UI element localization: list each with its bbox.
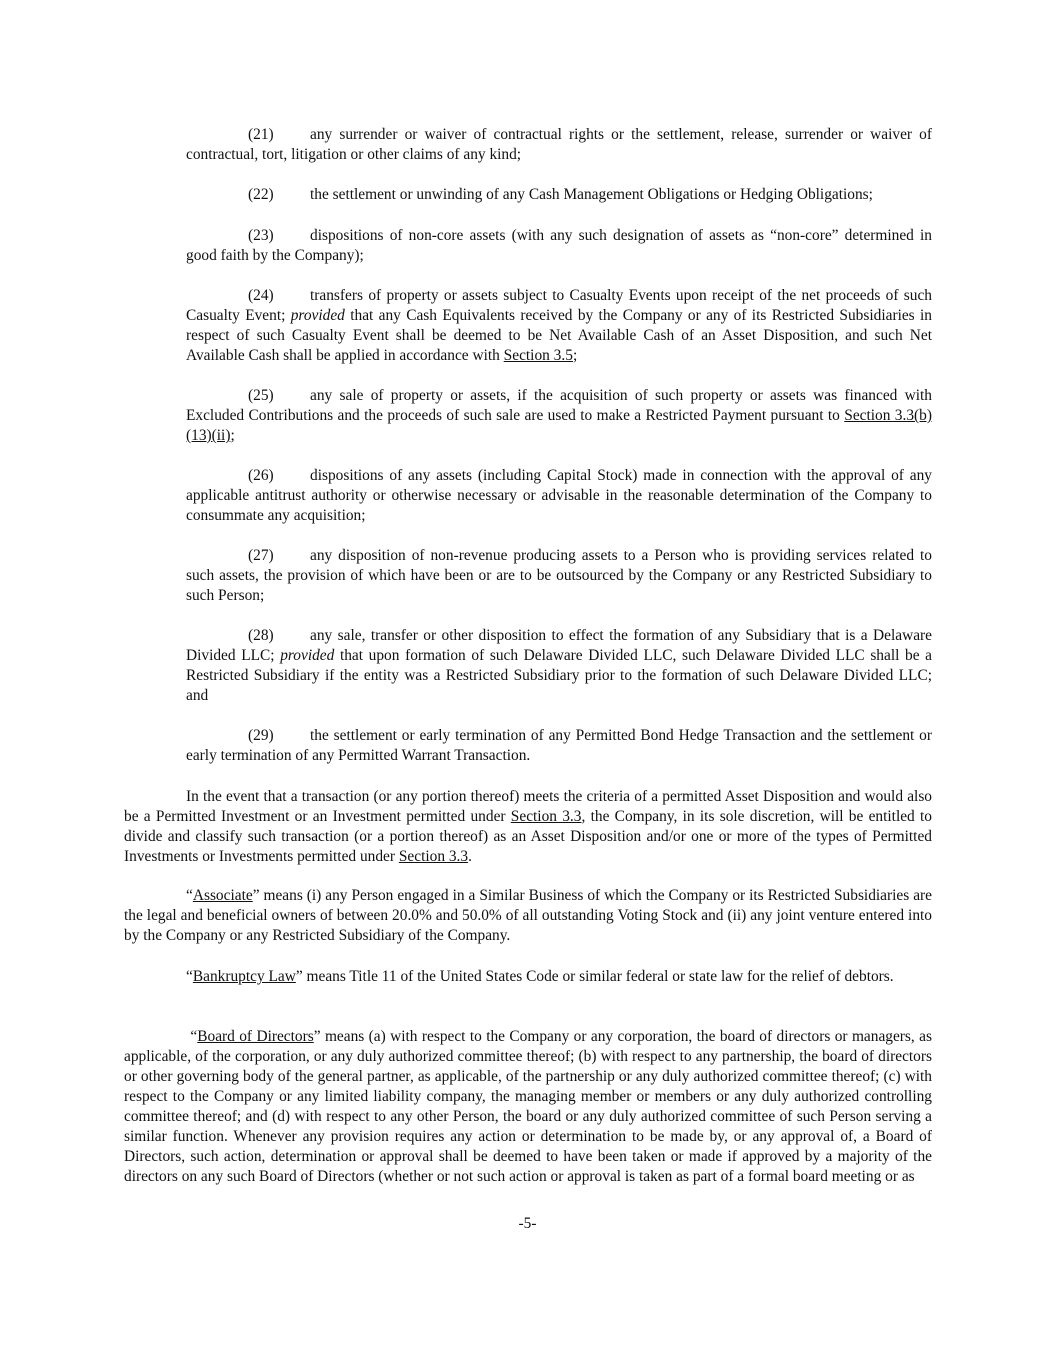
- clause-27: [186, 546, 932, 606]
- clause-number: (26): [248, 467, 274, 484]
- clause-28: [186, 626, 932, 706]
- section-3-3-link[interactable]: Section 3.3: [510, 808, 582, 825]
- clause-number: (29): [248, 727, 274, 744]
- clause-29: [186, 726, 932, 766]
- clause-text: any sale, transfer or other disposition to effect the formation of any Subsidiary that is a Delaware Divided LLC;: [186, 627, 932, 664]
- defined-term-bankruptcy-law: Bankruptcy Law: [192, 968, 296, 985]
- page-number: -5-: [518, 1215, 537, 1232]
- clause-21: [186, 125, 932, 165]
- clause-23: [186, 226, 932, 266]
- para-text: .: [468, 848, 472, 865]
- clause-text: that upon formation of such Delaware Divided LLC, such Delaware Divided LLC shall be a Restricted Subsidiary if the entity was a Restricted Subsidiary prior to the formation of such Delaware Divided LLC; and: [186, 647, 932, 704]
- definition-text: ” means Title 11 of the United States Code or similar federal or state law for the relief of debtors.: [295, 968, 894, 985]
- clause-number: (21): [248, 126, 274, 143]
- defined-term-board-of-directors: Board of Directors: [197, 1028, 314, 1045]
- definition-associate: [124, 886, 932, 946]
- para-text: , the Company, in its sole discretion, will be entitled to divide and classify such transaction (or a portion thereof) as an Asset Disposition and/or one or more of the types of Permitted Investments or Investments permitted under: [124, 808, 932, 865]
- defined-term-associate: Associate: [192, 887, 253, 904]
- clause-punct: ;: [230, 427, 235, 444]
- clause-24: [186, 286, 932, 366]
- definition-board-of-directors: [124, 1027, 932, 1187]
- clause-text: the settlement or early termination of any Permitted Bond Hedge Transaction and the settlement or early termination of any Permitted Warrant Transaction.: [186, 727, 932, 764]
- section-3-5-link[interactable]: Section 3.5: [503, 347, 573, 364]
- clause-text: that any Cash Equivalents received by the Company or any of its Restricted Subsidiaries in respect of such Casualty Event shall be deemed to be Net Available Cash of an Asset Disposition, and such Net Available Cash shall be applied in accordance with: [186, 307, 932, 364]
- para-text: In the event that a transaction (or any portion thereof) meets the criteria of a permitted Asset Disposition and would also be a Permitted Investment or an Investment permitted under: [124, 788, 932, 825]
- definition-text: ” means (a) with respect to the Company or any corporation, the board of directors or managers, as applicable, of the corporation, or any duly authorized committee thereof; (b) with respect to any partnership, the board of directors or other governing body of the general partner, as applicable, of the partnership or any duly authorized committee thereof; (c) with respect to the Company or any limited liability company, the managing member or members or any duly authorized controlling committee thereof; and (d) with respect to any other Person, the board or any duly authorized committee of such Person serving a similar function. Whenever any provision requires any action or determination to be made by, or any approval of, a Board of Directors, such action, determination or approval shall be deemed to have been taken or made if approved by a majority of the directors on any such Board of Directors (whether or not such action or approval is taken as part of a formal board meeting or as: [124, 1028, 932, 1185]
- clause-25: [186, 386, 932, 446]
- clause-number: (22): [248, 186, 274, 203]
- clause-text: any sale of property or assets, if the acquisition of such property or assets was financed with Excluded Contributions and the proceeds of such sale are used to make a Restricted Payment pursuant to: [186, 387, 932, 424]
- clause-text: transfers of property or assets subject to Casualty Events upon receipt of the net proceeds of such Casualty Event;: [186, 287, 932, 324]
- asset-disposition-paragraph: [124, 787, 932, 867]
- definition-bankruptcy-law: [124, 967, 932, 987]
- clause-italic: provided: [290, 307, 345, 324]
- clause-punct: ;: [572, 347, 578, 364]
- clause-number: (27): [248, 547, 274, 564]
- clause-22: [186, 185, 932, 205]
- clause-text: any disposition of non-revenue producing assets to a Person who is providing services related to such assets, the provision of which have been or are to be outsourced by the Company or any Restricted Subsidiary to such Person;: [186, 547, 932, 604]
- section-3-3-link[interactable]: Section 3.3: [398, 848, 469, 865]
- quote-mark: “: [186, 1028, 198, 1045]
- clause-number: (28): [248, 627, 274, 644]
- definition-text: ” means (i) any Person engaged in a Similar Business of which the Company or its Restricted Subsidiaries are the legal and beneficial owners of between 20.0% and 50.0% of all outstanding Voting Stock and (ii) any joint venture entered into by the Company or any Restricted Subsidiary of the Company.: [124, 887, 932, 944]
- clause-italic: provided: [280, 647, 335, 664]
- clause-text: dispositions of any assets (including Capital Stock) made in connection with the approval of any applicable antitrust authority or otherwise necessary or advisable in the reasonable determination of the Company to consummate any acquisition;: [186, 467, 932, 524]
- quote-mark: “: [186, 887, 193, 904]
- clause-number: (23): [248, 227, 274, 244]
- clause-text: the settlement or unwinding of any Cash Management Obligations or Hedging Obligations;: [310, 186, 873, 203]
- clause-number: (24): [248, 287, 274, 304]
- quote-mark: “: [186, 968, 193, 985]
- clause-26: [186, 466, 932, 526]
- clause-number: (25): [248, 387, 274, 404]
- section-3-3-b-13-ii-link[interactable]: Section 3.3(b)(13)(ii): [186, 407, 932, 444]
- clause-text: dispositions of non-core assets (with any such designation of assets as “non-core” determined in good faith by the Company);: [186, 227, 932, 264]
- clause-text: any surrender or waiver of contractual rights or the settlement, release, surrender or waiver of contractual, tort, litigation or other claims of any kind;: [186, 126, 932, 163]
